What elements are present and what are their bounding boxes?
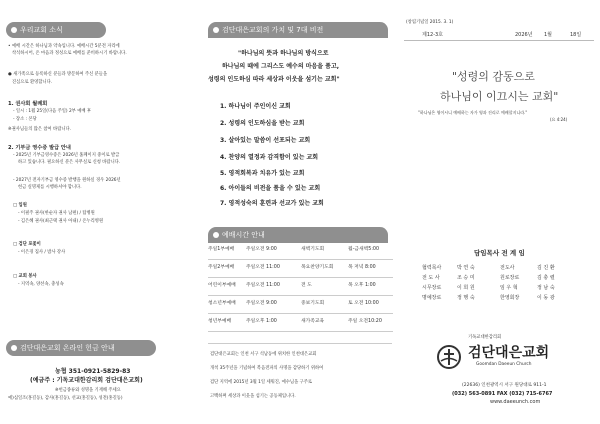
service-name: 어린이부예배 [208,283,236,288]
service-time: 목 저녁 8:00 [348,265,376,270]
staff-row [422,293,592,303]
service-name: 청소년부예배 [208,301,236,306]
hospital-title: □ 입원 [13,203,27,208]
service-time: 목 오후 1:00 [348,283,376,288]
vision-item: 7. 영적성숙의 훈련과 선교가 있는 교회 [220,200,324,207]
vision-item: 3. 살아있는 말씀이 선포되는 교회 [220,137,311,144]
discharge-title: □ 검단 포꽃이 [13,242,41,247]
staff-name: 박 연 숙 [457,265,475,271]
service-time: 주일오후 1:00 [246,319,277,324]
staff-row [422,263,592,273]
item1-line1: - 일시 : 1월 25일(다음 주일) 2부 예배 후 [13,109,92,114]
hospital-line2: - 김은혜 권사(최근택 권사 아내) / 온누리병원 [18,219,104,224]
church-name: 검단대은교회 [468,345,550,361]
church-intro-line1: 검단대은교회는 인천 서구 석남동에 위치한 인천대은교회 [210,352,317,357]
service-time: 주일오전 11:00 [246,283,280,288]
offering-example: 예)십일조(홍길동), 감사(홍길동), 선교(홍길동), 성전(홍길동) [8,396,123,401]
vision-quote-line2: 하나님의 때에 그리스도 예수의 마음을 품고, [222,63,340,70]
service-name: 새가족교육 [301,319,325,324]
service-time: 주일오전 9:00 [246,301,277,306]
vision-column [200,0,400,424]
staff-name: 김 충 렬 [537,275,555,281]
staff-row [422,283,592,293]
service-time: 주일 오전10:20 [348,319,382,324]
church-intro-line4: 고백하며 세상과 이웃을 섬기는 공동체입니다. [210,394,296,399]
staff-name: 이 희 원 [457,285,475,291]
item2-title: 2. 기부금 영수증 발급 안내 [8,145,71,151]
bank-account: 농협 351-0921-5829-83 [55,368,131,375]
cover-title-line2: 하나님이 이끄시는 교회" [440,90,559,103]
table-row [208,277,393,296]
staff-name: 조 승 미 [457,275,475,281]
offering-instruction: ※헌금종류와 성명을 기재해 주세요 [55,388,121,393]
service-name: 새벽기도회 [301,247,325,252]
staff-role: 시무장로 [422,285,442,291]
vision-item: 5. 영적회복과 치유가 있는 교회 [220,170,305,177]
item1-line3: ※권사님들의 많은 참여 바랍니다. [8,127,72,132]
vision-item: 6. 아이들의 비전을 품을 수 있는 교회 [220,185,321,192]
account-holder: (예금주 : 기독교대한감리회 검단대은교회) [30,377,143,384]
vision-header: 검단대은교회의 가치 및 7대 비전 [208,22,388,38]
staff-role: 협력목사 [422,265,442,271]
service-title: □ 교회 봉사 [13,274,37,279]
service-name: 중보기도회 [301,301,325,306]
staff-role: 명예장로 [422,295,442,301]
item2-line2: 하고 있습니다. 필요하신 분은 사무실로 신청 바랍니다. [18,160,121,165]
item2-line3: - 2027년 전자기부금 영수증 발행을 원하실 경우 2026년 [13,178,121,183]
church-emblem-icon [436,344,462,370]
issue-year: 2026년 [515,32,533,38]
table-row [208,259,393,278]
vision-item: 1. 하나님이 주인이신 교회 [220,103,291,110]
staff-name: 정 행 숙 [457,295,475,301]
vision-item: 2. 성령의 인도하심을 받는 교회 [220,120,305,127]
vision-item: 4. 찬양의 열정과 감격함이 있는 교회 [220,154,319,161]
service-time: 주일오전 11:00 [246,265,280,270]
cover-column [400,0,600,424]
service-name: 주일1부예배 [208,247,235,252]
church-intro-line3: 검단 지역에 2015년 3월 1일 세워진, 예수님을 구주로 [210,380,313,385]
church-intro-box [208,343,392,408]
staff-name: 이 동 광 [537,295,555,301]
worship-notice-line1: • 예배 시간은 하나님과 약속입니다. 예배시간 5분전 자리에 [8,44,120,49]
staff-role: 원로장로 [500,275,520,281]
vision-quote-line3: 성령의 인도하심 따라 세상과 이웃을 섬기는 교회" [208,76,340,83]
church-intro-line2: 개척 35주년을 기념하여 복음전파의 사명을 감당하기 위하여 [210,366,324,371]
vision-quote-line1: "하나님의 뜻과 하나님의 방식으로 [238,50,329,57]
service-name: 주일2부예배 [208,265,235,270]
service-name: 목요찬양기도회 [301,265,334,270]
online-offering-header: 검단대은교회 온라인 헌금 안내 [6,340,156,356]
church-news-header: 우리교회 소식 [6,22,106,38]
staff-role: 한영회장 [500,295,520,301]
senior-pastor: 담임목사 전 계 임 [474,249,525,257]
church-contact: (032) 563-0891 FAX (032) 715-6767 [452,391,553,397]
staff-role: 전도사 [500,265,515,271]
staff-row [422,273,592,283]
service-name: 전 도 [301,283,312,288]
item1-title: 1. 권사회 월례회 [8,101,48,107]
service-time: 주일오전 9:00 [246,247,277,252]
service-time: 월-금새벽5:00 [348,247,380,252]
hospital-line1: - 이필주 권사(한순자 권사 남편) / 탑병원 [18,211,95,216]
staff-name: 김 진 환 [537,265,555,271]
item1-line2: - 장소 : 본당 [13,117,37,122]
discharge-line1: - 이은경 집사 / 밤사 강사 [18,250,66,255]
church-address: (22636) 인천광역시 서구 원당대로 911-1 [462,383,547,388]
issue-month: 1월 [544,32,553,38]
item2-line4: 헌금 실명제를 시행하셔야 합니다. [18,185,82,190]
scripture-verse: "하나님은 영이시니 예배하는 자가 영과 진리로 예배할지니라." [418,110,528,115]
worship-schedule-header: 예배시간 안내 [208,227,388,243]
church-english-name: Goomdan Daeeun Church [476,362,532,367]
founding-date: (창립기념일 2015. 3. 1) [406,20,454,25]
newcomer-notice-line2: 진심으로 환영합니다. [12,80,53,85]
church-logo [436,326,586,376]
service-name: 청년부예배 [208,319,232,324]
staff-role: 전 도 사 [422,275,440,281]
service-time: 토 오전 10:00 [348,301,379,306]
item2-line1: - 2025년 기부금영수증은 2026년 홈페이지 중이로 발급 [13,153,120,158]
cover-title-line1: "성령의 감동으로 [452,70,535,83]
issue-day: 18일 [570,32,582,38]
newcomer-notice-line1: ● 새가족으로 등록하신 분들과 방문하여 주신 분들을 [8,72,108,77]
staff-name: 정 남 숙 [537,285,555,291]
staff-role: 임 우 혁 [500,285,518,291]
church-website[interactable]: www.daeeunch.com [490,399,541,405]
header-divider [404,40,594,41]
table-row [208,295,393,314]
table-row [208,313,393,332]
table-row [208,241,393,260]
denomination: 기독교대한감리회 [468,335,502,340]
issue-number: 제12-3호 [422,32,444,38]
news-column [0,0,200,424]
scripture-reference: (요 4:24) [550,117,568,122]
worship-notice-line2: 착석하시어, 온 마음과 정성으로 예배를 준비하시기 바랍니다. [12,51,127,56]
service-line1: - 지역속, 양선속, 충성속 [18,282,64,287]
